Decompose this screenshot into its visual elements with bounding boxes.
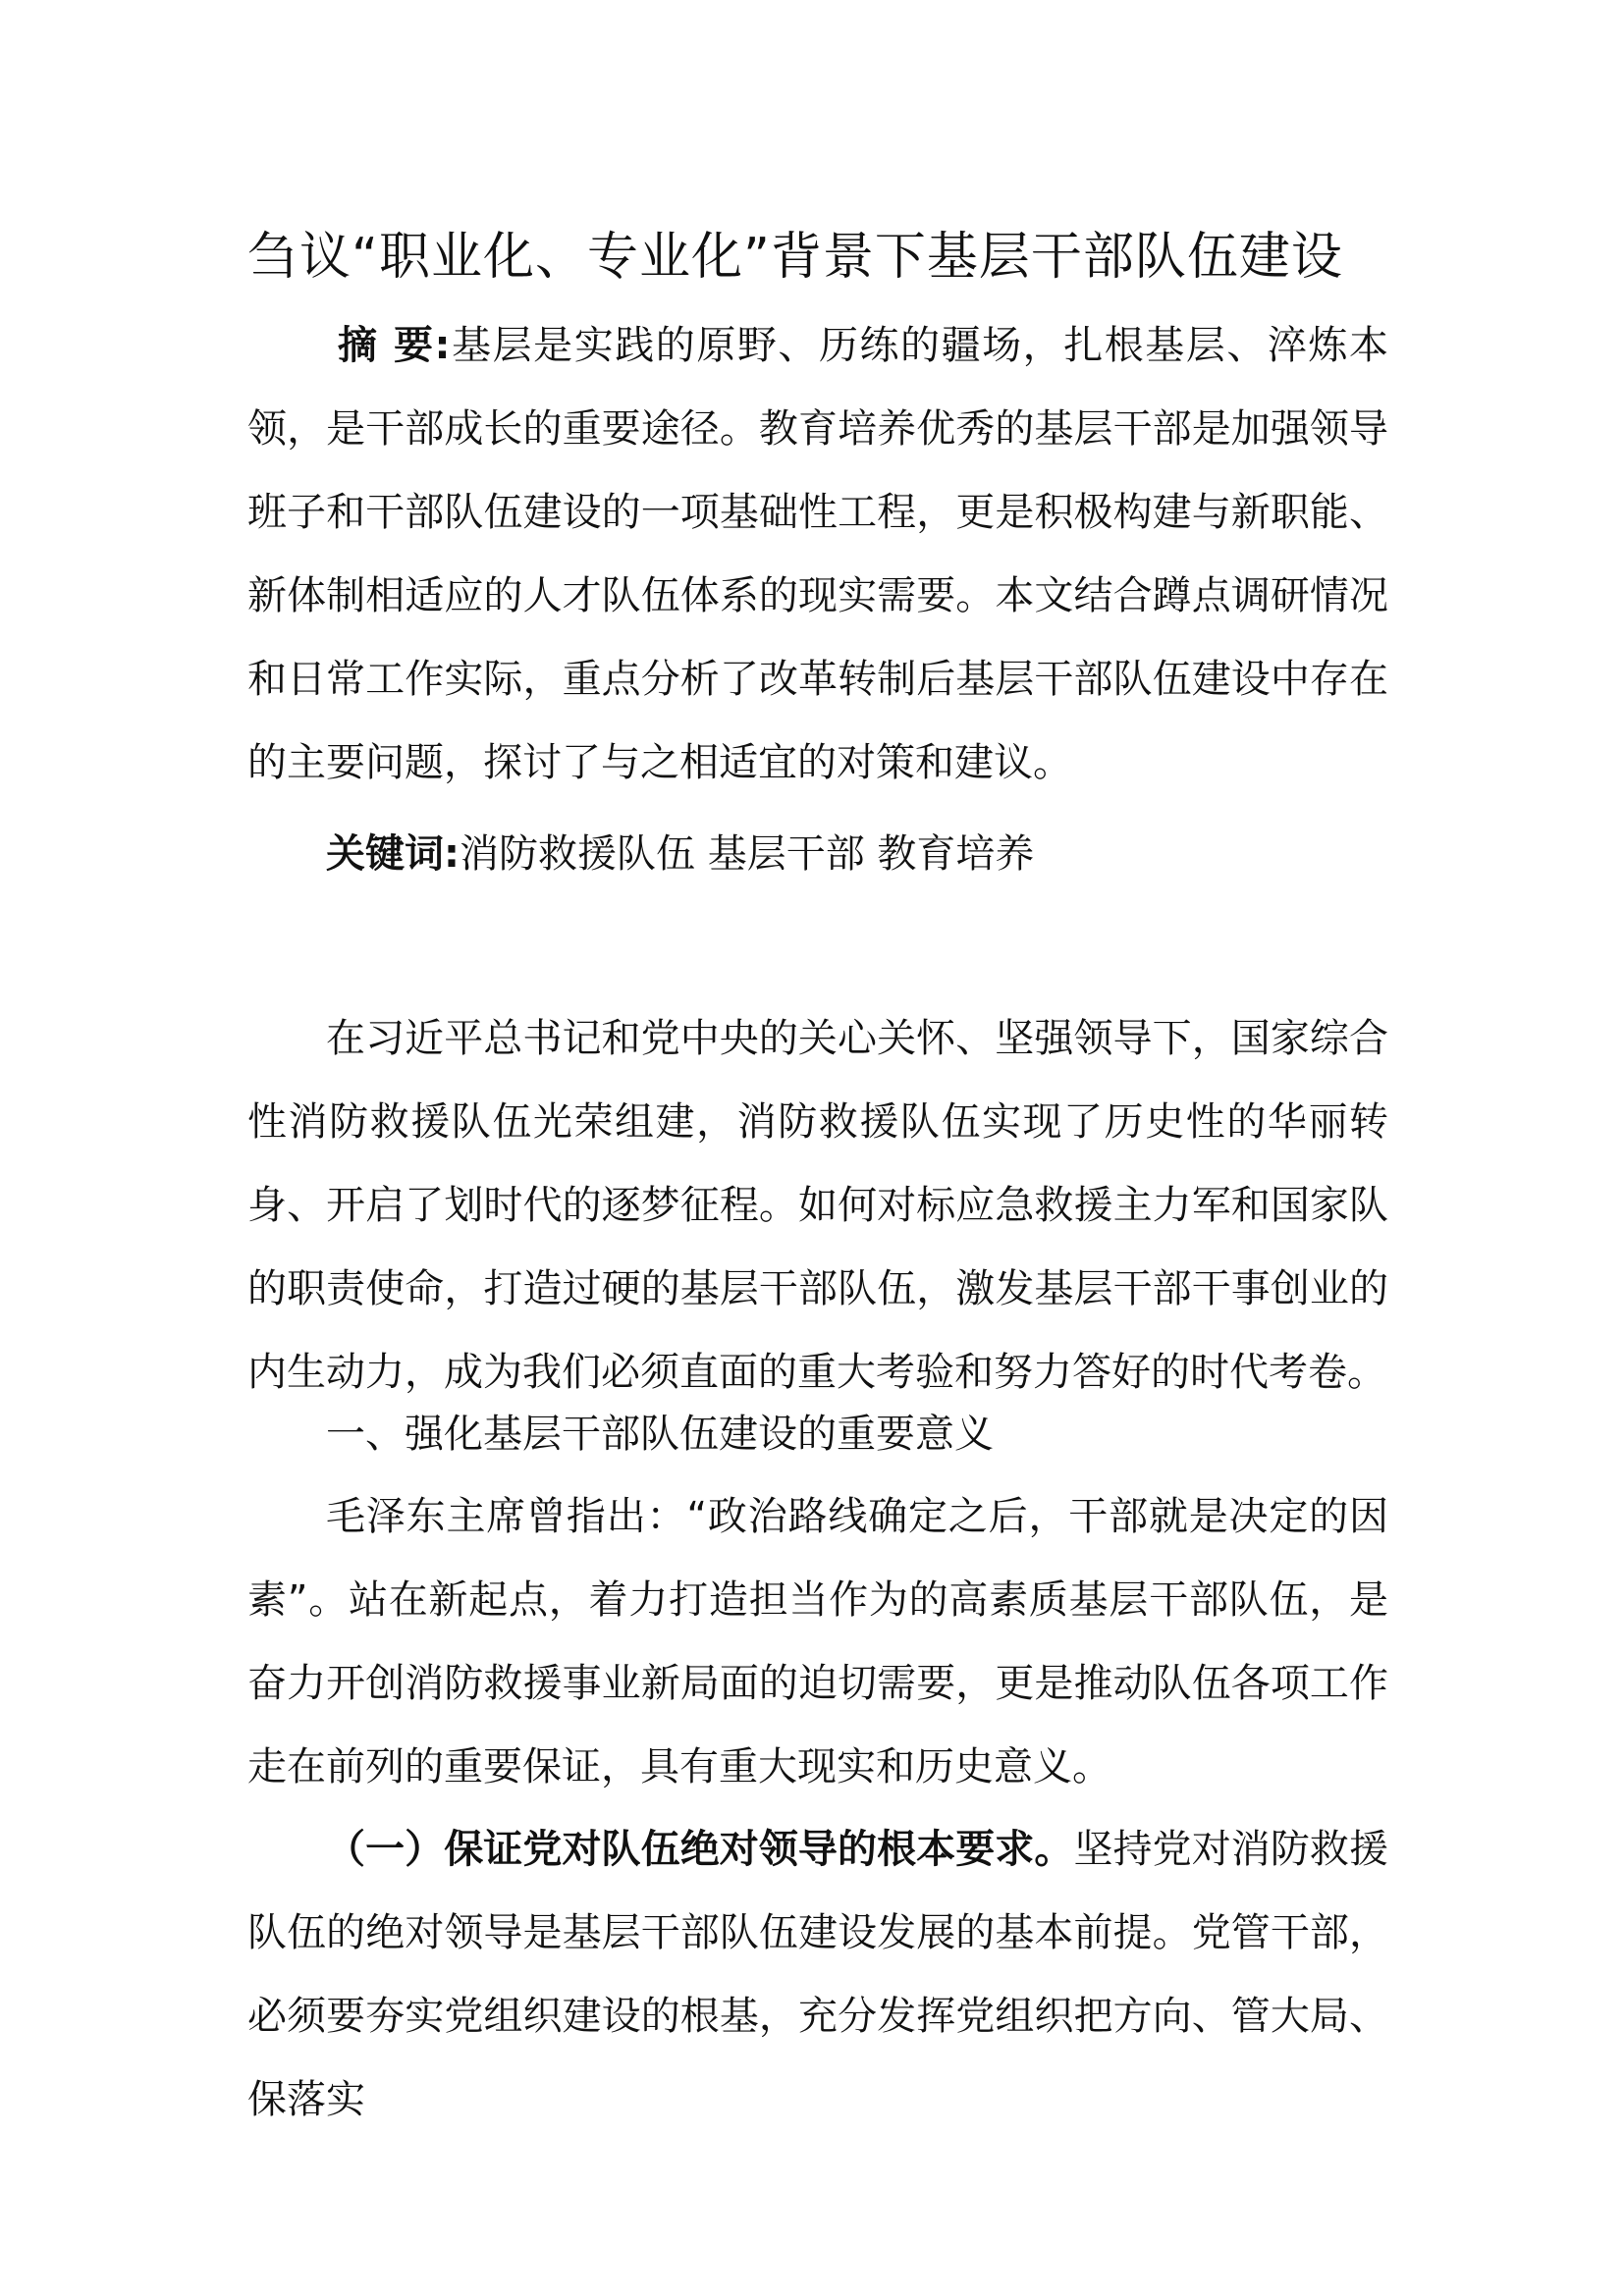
subsection-paragraph bbox=[247, 1808, 1388, 2142]
intro-paragraph: 在习近平总书记和党中央的关心关怀、坚强领导下，国家综合性消防救援队伍光荣组建，消防救援队伍实现了历史性的华丽转身、开启了划时代的逐梦征程。如何对标应急救援主力军和国家队的职责使命，打造过硬的基层干部队伍，激发基层干部干事创业的内生动力，成为我们必须直面的重大考验和努力答好的时代考卷。 bbox=[247, 1016, 1388, 1395]
subsection-text: 坚持党对消防救援队伍的绝对领导是基层干部队伍建设发展的基本前提。党管干部，必须要夯实党组织建设的根基，充分发挥党组织把方向、管大局、保落实 bbox=[247, 1827, 1389, 2122]
abstract-paragraph bbox=[247, 304, 1388, 805]
section-paragraph: 毛泽东主席曾指出：“政治路线确定之后，干部就是决定的因素”。站在新起点，着力打造担当作为的高素质基层干部队伍，是奋力开创消防救援事业新局面的迫切需要，更是推动队伍各项工作走在前列的重要保证，具有重大现实和历史意义。 bbox=[247, 1494, 1388, 1789]
abstract-text: 基层是实践的原野、历练的疆场，扎根基层、淬炼本领，是干部成长的重要途径。教育培养优秀的基层干部是加强领导班子和干部队伍建设的一项基础性工程，更是积极构建与新职能、新体制相适应的人才队伍体系的现实需要。本文结合蹲点调研情况和日常工作实际，重点分析了改革转制后基层干部队伍建设中存在的主要问题，探讨了与之相适宜的对策和建议。 bbox=[247, 323, 1388, 785]
abstract-label: 摘 要: bbox=[338, 323, 451, 368]
subsection-heading: （一）保证党对队伍绝对领导的根本要求。 bbox=[326, 1827, 1074, 1872]
section-heading: 一、强化基层干部队伍建设的重要意义 bbox=[326, 1412, 994, 1457]
keywords-text: 消防救援队伍 基层干部 教育培养 bbox=[460, 831, 1035, 877]
keywords-label: 关键词: bbox=[326, 831, 460, 877]
document-title: 刍议“职业化、专业化”背景下基层干部队伍建设 bbox=[247, 228, 1343, 287]
keywords-line bbox=[247, 813, 1388, 896]
